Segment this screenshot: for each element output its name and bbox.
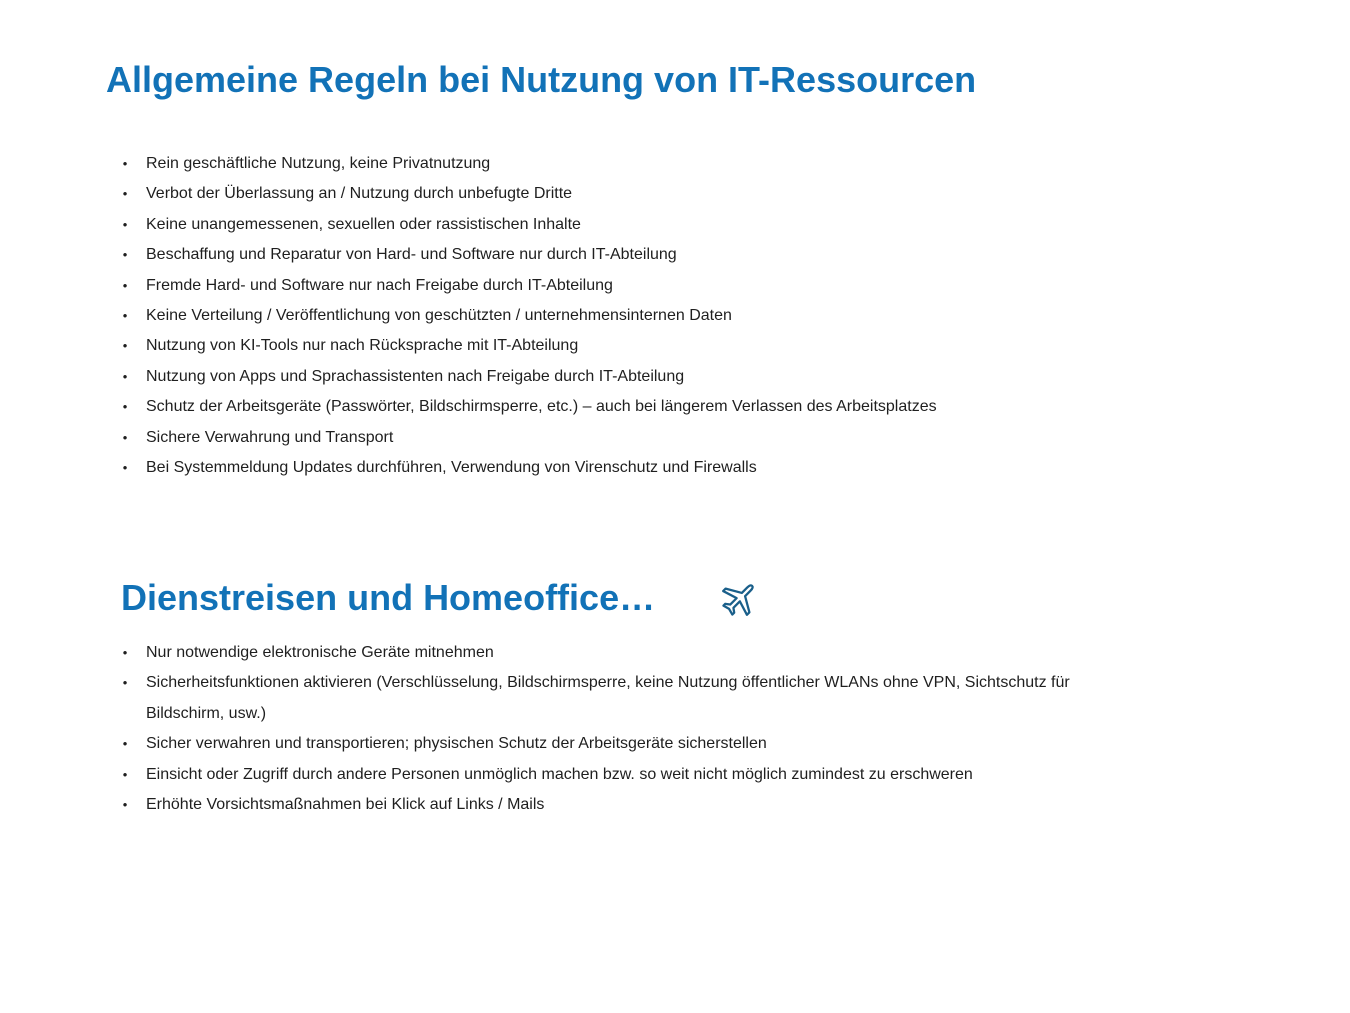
list-item-text: Nutzung von Apps und Sprachassistenten nach Freigabe durch IT-Abteilung	[146, 367, 685, 385]
list-item-text: Erhöhte Vorsichtsmaßnahmen bei Klick auf Links / Mails	[146, 796, 545, 814]
bullet-icon: •	[122, 736, 128, 752]
list-item	[0, 392, 1146, 422]
list-item-text: Nutzung von KI-Tools nur nach Rücksprache mit IT-Abteilung	[146, 337, 579, 355]
list-item	[0, 668, 1146, 729]
list-item	[0, 790, 1146, 820]
bullet-icon: •	[122, 675, 128, 691]
bullet-icon: •	[122, 186, 128, 202]
list-item	[0, 453, 1146, 483]
bullet-icon: •	[122, 797, 128, 813]
list-item-text: Einsicht oder Zugriff durch andere Personen unmöglich machen bzw. so weit nicht möglich zumindest zu erschweren	[146, 765, 973, 783]
list-item	[0, 301, 1146, 331]
list-item-text: Nur notwendige elektronische Geräte mitnehmen	[146, 644, 494, 661]
list-item	[0, 240, 1146, 270]
list-item-text: Sicher verwahren und transportieren; physischen Schutz der Arbeitsgeräte sicherstellen	[146, 735, 767, 753]
bullet-icon: •	[122, 277, 128, 293]
list-item-text: Rein geschäftliche Nutzung, keine Privatnutzung	[146, 155, 491, 172]
bullet-icon: •	[122, 429, 128, 445]
list-item	[0, 149, 1146, 179]
list-item	[0, 362, 1146, 392]
list-item-text: Sichere Verwahrung und Transport	[146, 428, 394, 446]
travel-homeoffice-list	[0, 638, 1146, 820]
it-rules-list	[0, 149, 1146, 483]
list-item-text: Beschaffung und Reparatur von Hard- und Software nur durch IT-Abteilung	[146, 246, 677, 264]
bullet-icon: •	[122, 338, 128, 354]
bullet-icon: •	[122, 156, 128, 171]
list-item	[0, 423, 1146, 453]
bullet-icon: •	[122, 308, 128, 324]
list-item-text: Bei Systemmeldung Updates durchführen, Verwendung von Virenschutz und Firewalls	[146, 459, 757, 477]
list-item-text: Keine Verteilung / Veröffentlichung von geschützten / unternehmensinternen Daten	[146, 307, 732, 325]
list-item	[0, 210, 1146, 240]
list-item	[0, 271, 1146, 301]
section-title-travel-homeoffice: Dienstreisen und Homeoffice…	[121, 577, 656, 618]
list-item	[0, 760, 1146, 790]
bullet-icon: •	[122, 368, 128, 384]
list-item	[0, 729, 1146, 759]
airplane-icon	[719, 577, 761, 619]
list-item-text: Keine unangemessenen, sexuellen oder rassistischen Inhalte	[146, 215, 581, 233]
bullet-icon: •	[122, 399, 128, 415]
list-item-text: Sicherheitsfunktionen aktivieren (Verschlüsselung, Bildschirmsperre, keine Nutzung öffentlicher WLANs ohne VPN, Sichtschutz für Bildschirm, usw.)	[146, 674, 1070, 722]
bullet-icon: •	[122, 645, 128, 660]
list-item	[0, 331, 1146, 361]
bullet-icon: •	[122, 247, 128, 263]
bullet-icon: •	[122, 460, 128, 476]
list-item	[0, 638, 1146, 668]
list-item	[0, 179, 1146, 209]
list-item-text: Schutz der Arbeitsgeräte (Passwörter, Bildschirmsperre, etc.) – auch bei längerem Verlassen des Arbeitsplatzes	[146, 398, 937, 416]
bullet-icon: •	[122, 216, 128, 232]
section-title-it-rules: Allgemeine Regeln bei Nutzung von IT-Ressourcen	[106, 59, 977, 100]
bullet-icon: •	[122, 766, 128, 782]
list-item-text: Fremde Hard- und Software nur nach Freigabe durch IT-Abteilung	[146, 276, 613, 294]
list-item-text: Verbot der Überlassung an / Nutzung durch unbefugte Dritte	[146, 185, 573, 203]
